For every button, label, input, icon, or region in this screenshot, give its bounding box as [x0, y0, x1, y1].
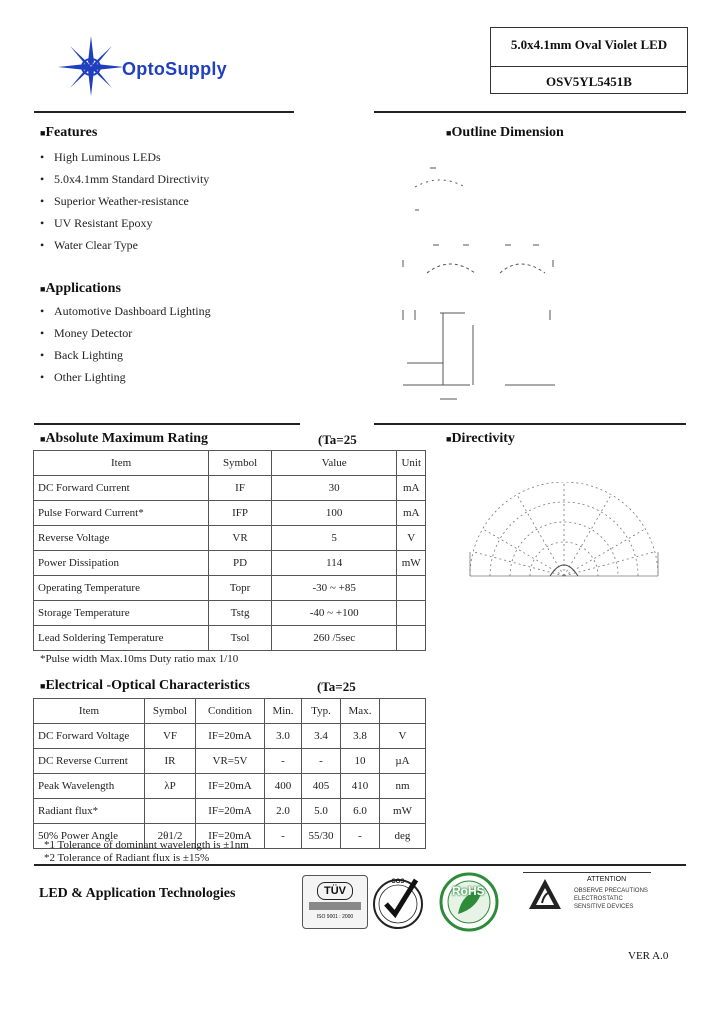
footer-rule [34, 864, 686, 866]
table-cell: VR [209, 526, 272, 551]
sgs-certification-logo [372, 872, 424, 930]
rohs-compliant-logo [436, 868, 502, 932]
table-cell: 55/30 [302, 824, 341, 849]
table-cell: - [265, 749, 302, 774]
table-cell: -30 ~ +85 [271, 576, 397, 601]
table-cell: IR [145, 749, 196, 774]
table-cell: PD [209, 551, 272, 576]
column-header [380, 699, 426, 724]
table-row [34, 526, 426, 551]
table-cell: mA [397, 476, 426, 501]
iso-label: ISO 9001 : 2000 [316, 914, 354, 920]
table-row [34, 551, 426, 576]
table-cell [145, 799, 196, 824]
table-cell: Reverse Voltage [34, 526, 209, 551]
esd-attention-label: ATTENTION [587, 876, 627, 883]
table-cell: IFP [209, 501, 272, 526]
abs-max-footnote: *Pulse width Max.10ms Duty ratio max 1/10 [40, 653, 239, 665]
table-cell: IF [209, 476, 272, 501]
table-header-row [34, 699, 426, 724]
table-cell: 5.0 [302, 799, 341, 824]
eo-note-2: *2 Tolerance of Radiant flux is ±15% [44, 852, 210, 864]
table-cell: V [397, 526, 426, 551]
table-cell: nm [380, 774, 426, 799]
table-cell: 5 [271, 526, 397, 551]
table-row [34, 501, 426, 526]
table-cell: 30 [271, 476, 397, 501]
version-label: VER A.0 [628, 950, 669, 962]
title-divider [491, 66, 687, 67]
brand-logo [56, 34, 286, 98]
table-cell: Radiant flux* [34, 799, 145, 824]
table-header-row [34, 451, 426, 476]
table-cell: V [380, 724, 426, 749]
star-logo-icon [56, 34, 126, 98]
table-cell: 3.4 [302, 724, 341, 749]
section-rule-right [374, 423, 686, 425]
table-cell: 400 [265, 774, 302, 799]
sgs-label: SGS [391, 879, 405, 885]
eo-condition: (Ta=25 [317, 679, 356, 694]
features-list [40, 150, 209, 260]
esd-attention-box [523, 872, 651, 922]
column-header: Typ. [302, 699, 341, 724]
table-cell: Storage Temperature [34, 601, 209, 626]
table-cell: VF [145, 724, 196, 749]
column-header: Value [271, 451, 397, 476]
table-cell: DC Forward Voltage [34, 724, 145, 749]
part-number: OSV5YL5451B [546, 74, 632, 89]
product-title: 5.0x4.1mm Oval Violet LED [510, 37, 668, 52]
table-cell: - [341, 824, 380, 849]
title-box [490, 27, 688, 94]
table-cell: 410 [341, 774, 380, 799]
list-item: • High Luminous LEDs [40, 150, 161, 164]
tuv-bar [309, 902, 361, 910]
table-cell: Pulse Forward Current* [34, 501, 209, 526]
table-cell: deg [380, 824, 426, 849]
table-row [34, 626, 426, 651]
column-header: Item [34, 451, 209, 476]
table-cell: 114 [271, 551, 397, 576]
esd-line-2: ELECTROSTATIC [574, 896, 623, 902]
table-row [34, 576, 426, 601]
table-cell: mA [397, 501, 426, 526]
table-cell: IF=20mA [196, 774, 265, 799]
esd-line-3: SENSITIVE DEVICES [574, 904, 634, 910]
rohs-leaf-icon [436, 868, 502, 932]
table-cell: Tstg [209, 601, 272, 626]
column-header: Max. [341, 699, 380, 724]
outline-heading: ■Outline Dimension [446, 125, 564, 140]
directivity-heading: ■Directivity [446, 431, 515, 446]
table-cell: Operating Temperature [34, 576, 209, 601]
table-cell: - [265, 824, 302, 849]
list-item: • Automotive Dashboard Lighting [40, 304, 211, 318]
column-header: Item [34, 699, 145, 724]
table-cell: Lead Soldering Temperature [34, 626, 209, 651]
esd-top-rule [523, 872, 651, 873]
table-cell: Power Dissipation [34, 551, 209, 576]
table-cell [397, 626, 426, 651]
eo-table [33, 698, 426, 849]
section-rule-left [34, 423, 300, 425]
abs-max-heading: ■Absolute Maximum Rating [40, 431, 208, 446]
table-row [34, 774, 426, 799]
eo-note-1: *1 Tolerance of dominant wavelength is ±1nm [44, 839, 249, 851]
table-cell: mW [397, 551, 426, 576]
column-header: Unit [397, 451, 426, 476]
table-cell: -40 ~ +100 [271, 601, 397, 626]
table-cell: mW [380, 799, 426, 824]
list-item: • UV Resistant Epoxy [40, 216, 153, 230]
svg-text:S: S [87, 63, 95, 74]
table-cell: Tsol [209, 626, 272, 651]
table-cell: 2θ1/2 [145, 824, 196, 849]
table-cell: DC Forward Current [34, 476, 209, 501]
list-item: • Other Lighting [40, 370, 126, 384]
list-item: • Water Clear Type [40, 238, 138, 252]
tuv-label: TÜV [317, 882, 353, 900]
column-header: Condition [196, 699, 265, 724]
table-row [34, 476, 426, 501]
table-cell: 2.0 [265, 799, 302, 824]
eo-heading: ■Electrical -Optical Characteristics [40, 678, 250, 693]
table-cell: - [302, 749, 341, 774]
table-cell: µA [380, 749, 426, 774]
table-cell: 6.0 [341, 799, 380, 824]
table-cell: 50% Power Angle [34, 824, 145, 849]
esd-line-1: OBSERVE PRECAUTIONS [574, 888, 648, 894]
features-heading: ■Features [40, 125, 98, 140]
table-cell [397, 601, 426, 626]
applications-list [40, 304, 211, 392]
brand-name: OptoSupply [122, 59, 227, 79]
list-item: • Back Lighting [40, 348, 123, 362]
directivity-chart [466, 482, 662, 578]
column-header: Symbol [209, 451, 272, 476]
table-row [34, 724, 426, 749]
table-cell: IF=20mA [196, 799, 265, 824]
table-cell: 3.8 [341, 724, 380, 749]
tuv-certification-logo [302, 875, 368, 929]
rohs-label: RoHS [452, 884, 485, 898]
company-name: LED & Application Technologies [39, 886, 236, 901]
column-header: Symbol [145, 699, 196, 724]
table-cell: 405 [302, 774, 341, 799]
table-cell: 10 [341, 749, 380, 774]
table-cell: 260 /5sec [271, 626, 397, 651]
table-cell: λP [145, 774, 196, 799]
table-cell: Peak Wavelength [34, 774, 145, 799]
list-item: • Superior Weather-resistance [40, 194, 189, 208]
column-header: Min. [265, 699, 302, 724]
table-cell: 100 [271, 501, 397, 526]
abs-max-condition: (Ta=25 [318, 432, 357, 447]
table-cell: Topr [209, 576, 272, 601]
list-item: • 5.0x4.1mm Standard Directivity [40, 172, 210, 186]
applications-heading: ■Applications [40, 281, 121, 296]
esd-warning-icon [527, 877, 563, 913]
table-cell: VR=5V [196, 749, 265, 774]
table-row [34, 601, 426, 626]
table-row [34, 749, 426, 774]
list-item: • Money Detector [40, 326, 133, 340]
table-cell: IF=20mA [196, 724, 265, 749]
outline-drawing [395, 155, 565, 405]
header-rule-right [374, 111, 686, 113]
abs-max-table [33, 450, 426, 651]
table-cell: DC Reverse Current [34, 749, 145, 774]
table-row [34, 799, 426, 824]
header-rule-left [34, 111, 294, 113]
table-cell: 3.0 [265, 724, 302, 749]
table-cell: IF=20mA [196, 824, 265, 849]
table-cell [397, 576, 426, 601]
